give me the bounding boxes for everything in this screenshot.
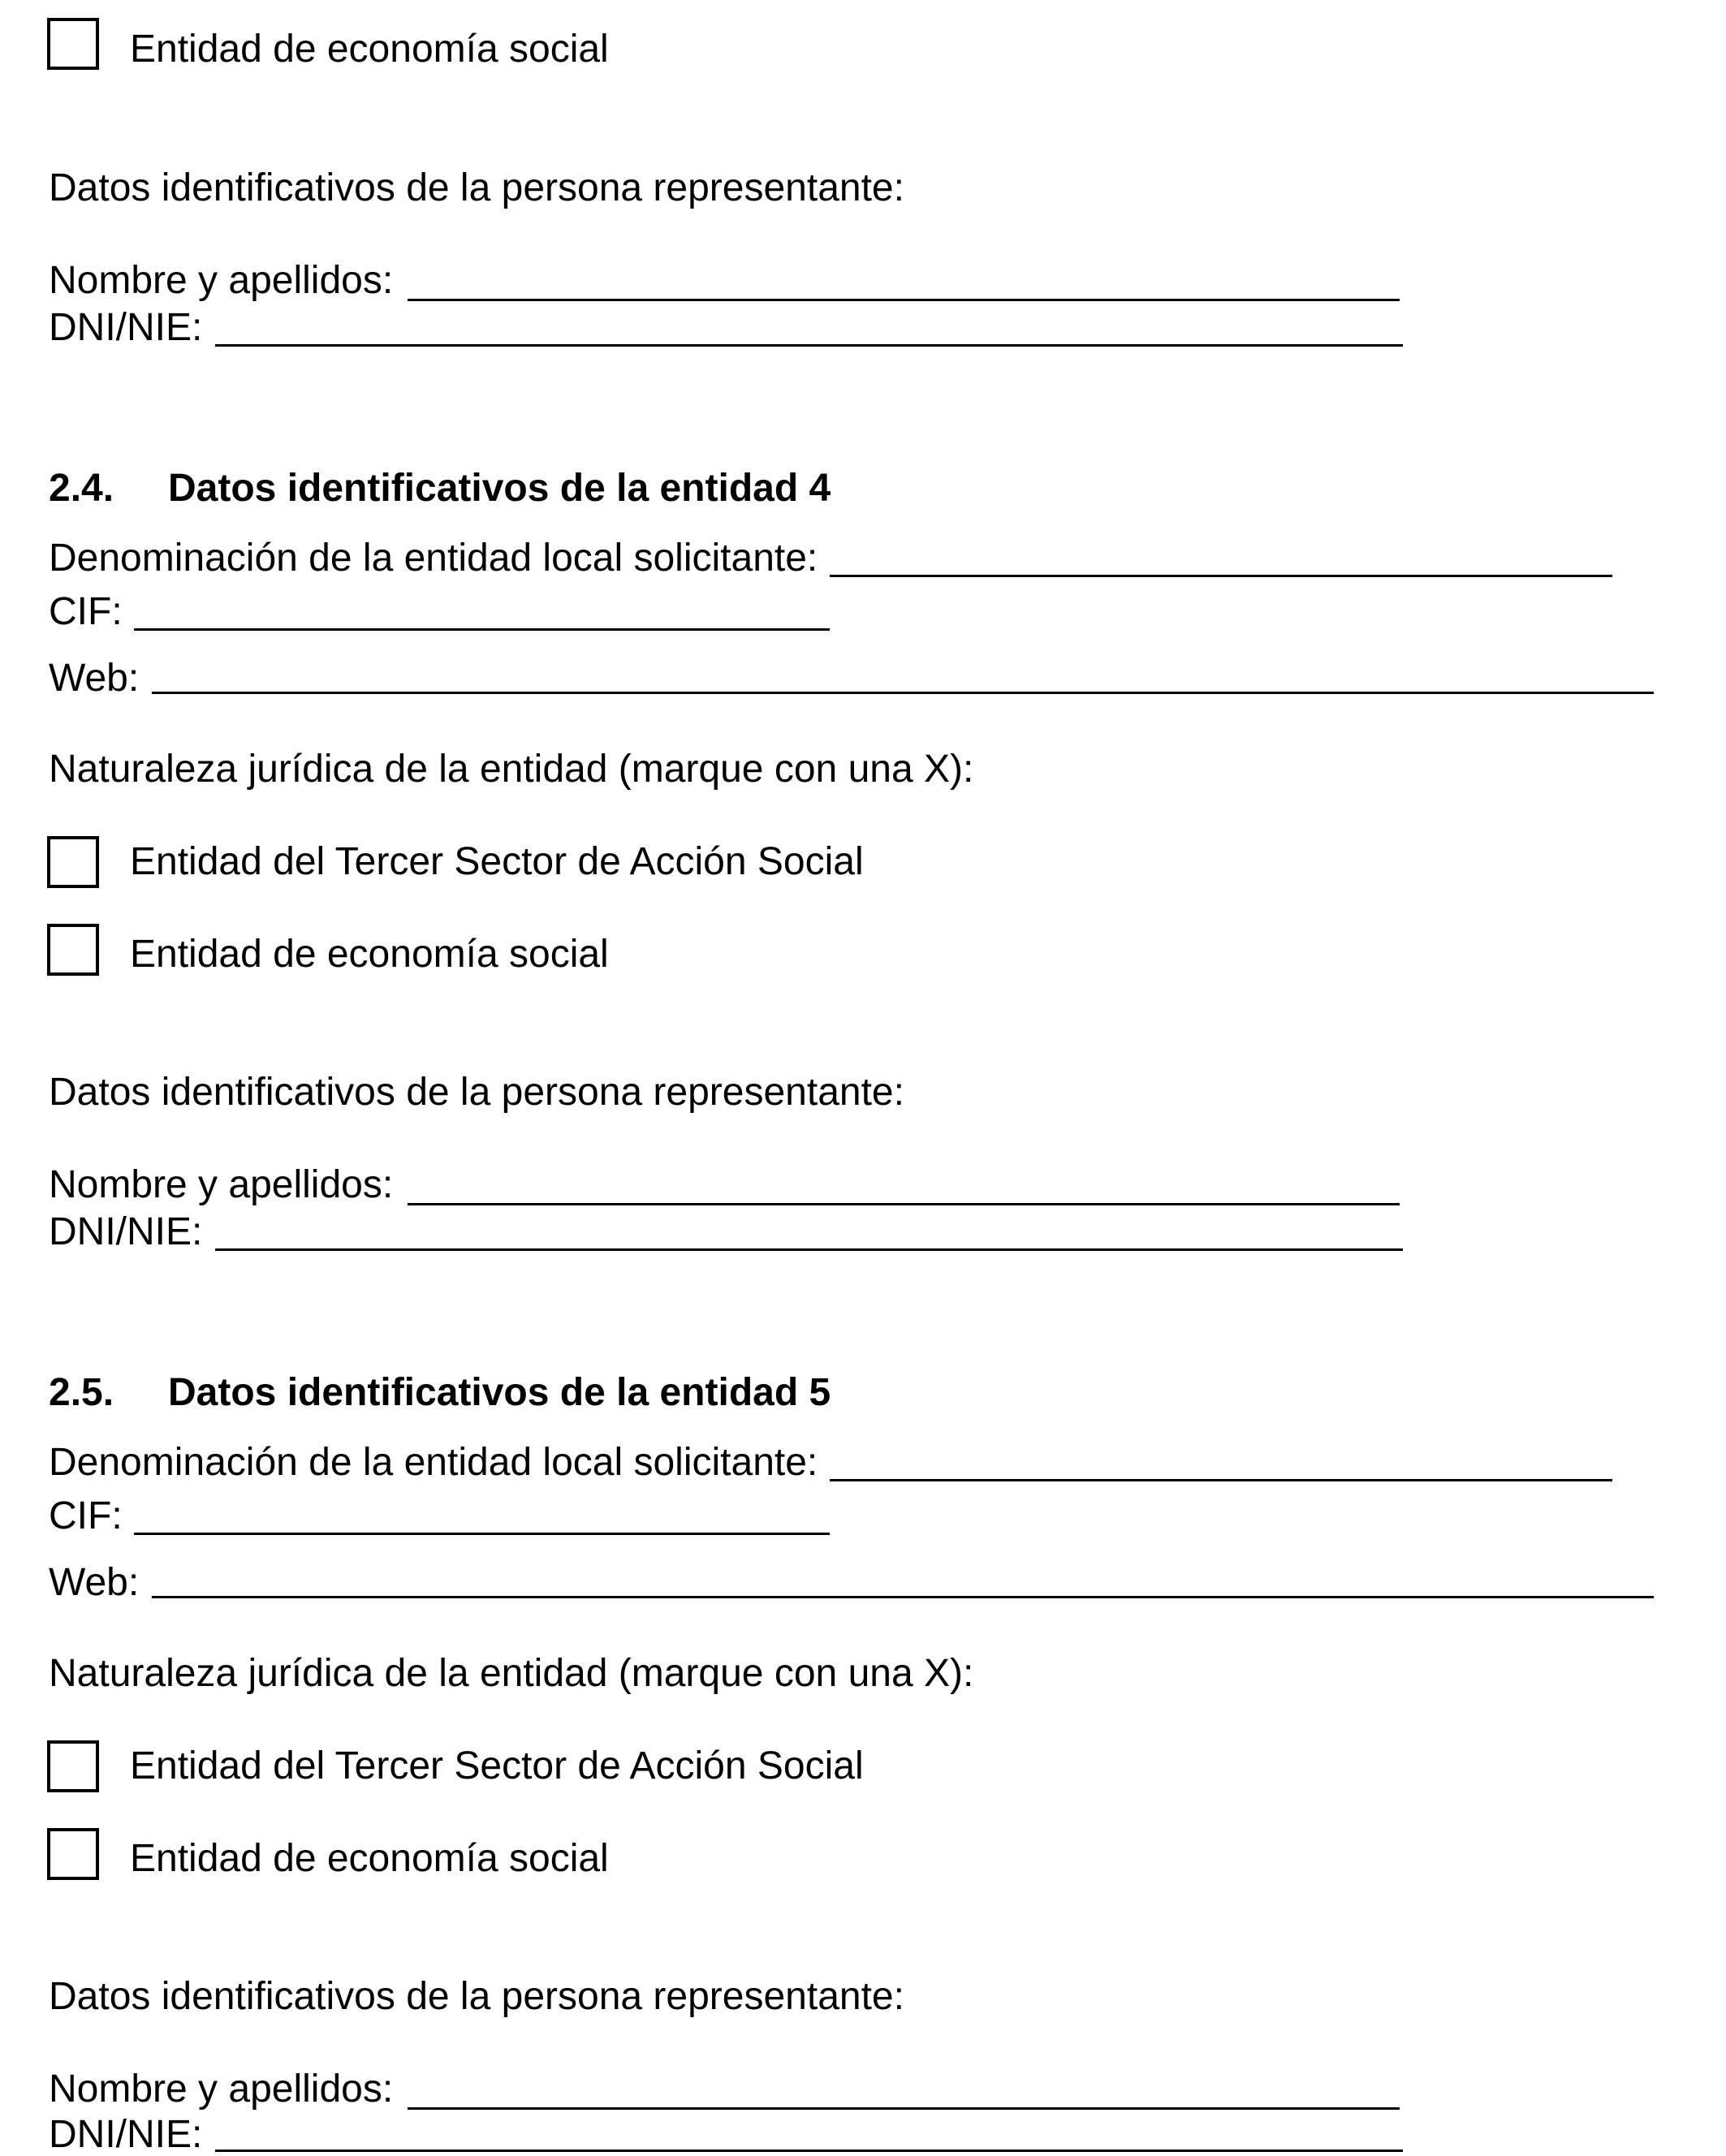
- denomination-label: Denominación de la entidad local solicitante:: [49, 1441, 818, 1484]
- social-economy-label: Entidad de economía social: [130, 1837, 609, 1880]
- name-label: Nombre y apellidos:: [49, 2068, 394, 2111]
- third-sector-label: Entidad del Tercer Sector de Acción Social: [130, 1744, 864, 1787]
- legal-nature-label: Naturaleza jurídica de la entidad (marque con una X):: [49, 748, 974, 791]
- dni-label: DNI/NIE:: [49, 2113, 203, 2156]
- cif-field[interactable]: [134, 1533, 830, 1535]
- third-sector-checkbox[interactable]: [47, 1740, 99, 1792]
- cif-field[interactable]: [134, 628, 830, 631]
- web-label: Web:: [49, 1561, 140, 1604]
- section-2-5-title: Datos identificativos de la entidad 5: [168, 1371, 831, 1414]
- dni-label: DNI/NIE:: [49, 306, 203, 349]
- web-label: Web:: [49, 657, 140, 700]
- social-economy-checkbox[interactable]: [47, 924, 99, 976]
- section-2-4-number: 2.4.: [49, 467, 114, 510]
- name-field[interactable]: [408, 299, 1400, 301]
- web-field[interactable]: [152, 1596, 1654, 1598]
- denomination-field[interactable]: [830, 1479, 1612, 1481]
- cif-label: CIF:: [49, 1494, 123, 1537]
- social-economy-checkbox[interactable]: [47, 1828, 99, 1880]
- dni-field[interactable]: [215, 1248, 1403, 1251]
- legal-nature-label: Naturaleza jurídica de la entidad (marque con una X):: [49, 1652, 974, 1695]
- third-sector-label: Entidad del Tercer Sector de Acción Social: [130, 840, 864, 883]
- dni-label: DNI/NIE:: [49, 1210, 203, 1253]
- social-economy-checkbox[interactable]: [47, 18, 99, 70]
- cif-label: CIF:: [49, 590, 123, 633]
- representative-heading: Datos identificativos de la persona representante:: [49, 166, 904, 209]
- dni-field[interactable]: [215, 2150, 1403, 2152]
- representative-heading: Datos identificativos de la persona representante:: [49, 1975, 904, 2018]
- section-2-4-title: Datos identificativos de la entidad 4: [168, 467, 831, 510]
- representative-heading: Datos identificativos de la persona representante:: [49, 1071, 904, 1114]
- social-economy-label: Entidad de economía social: [130, 28, 609, 71]
- denomination-field[interactable]: [830, 575, 1612, 577]
- third-sector-checkbox[interactable]: [47, 836, 99, 888]
- denomination-label: Denominación de la entidad local solicitante:: [49, 537, 818, 580]
- name-field[interactable]: [408, 2107, 1400, 2110]
- dni-field[interactable]: [215, 344, 1403, 347]
- section-2-5-number: 2.5.: [49, 1371, 114, 1414]
- name-label: Nombre y apellidos:: [49, 259, 394, 302]
- name-field[interactable]: [408, 1203, 1400, 1205]
- name-label: Nombre y apellidos:: [49, 1163, 394, 1206]
- web-field[interactable]: [152, 692, 1654, 694]
- social-economy-label: Entidad de economía social: [130, 933, 609, 976]
